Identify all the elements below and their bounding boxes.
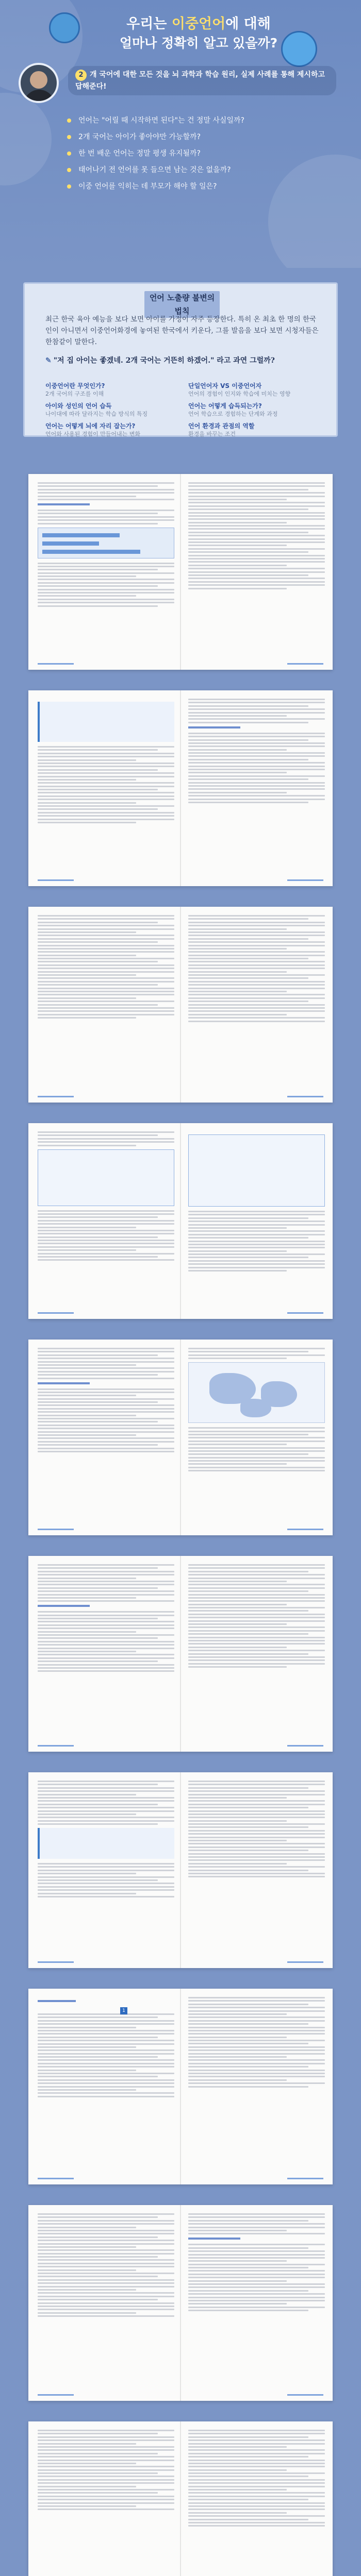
topic-item: [188, 422, 319, 438]
book-spread: [28, 690, 333, 886]
title-accent: 이중언어: [171, 16, 226, 32]
title-suffix: 에 대해: [225, 16, 271, 32]
title-prefix: 우리는: [126, 16, 167, 32]
question-text: 이중 언어를 익히는 데 부모가 해야 할 일은?: [78, 182, 217, 191]
topic-item: [188, 402, 319, 418]
subtitle-number: 2: [75, 70, 87, 81]
book-spread: [28, 1772, 333, 1968]
bullet-icon: [67, 151, 71, 156]
list-item: [67, 145, 309, 162]
book-page-right: [188, 1348, 325, 1473]
topic-desc: 언어의 경험이 인지와 학습에 미치는 영향: [188, 391, 291, 397]
book-page-left: [38, 1564, 174, 1674]
book-page-left: [38, 2430, 174, 2512]
topic-title: 단일언어자 VS 이중언어자: [188, 382, 262, 389]
quote-icon: ✎: [45, 357, 52, 365]
book-spread: [28, 2205, 333, 2401]
book-page-right: [188, 1781, 325, 1879]
topic-desc: 나이대에 따라 달라지는 학습 방식의 특징: [45, 411, 148, 417]
book-page-right: [188, 2430, 325, 2529]
topic-item: [188, 382, 319, 398]
topic-desc: 2개 국어의 구조를 이해: [45, 391, 104, 397]
topic-title: 아이와 성인의 언어 습득: [45, 402, 112, 410]
subtitle-text: 개 국어에 대한 모든 것을 뇌 과학과 학습 원리, 실제 사례를 통해 제시하고 답해준다!: [75, 71, 325, 91]
book-page-right: [188, 2213, 325, 2313]
hero-subtitle: [68, 66, 336, 95]
rule-quote: [45, 355, 319, 366]
bullet-icon: [67, 184, 71, 189]
book-spread: [28, 1989, 333, 2184]
book-page-right: [188, 1997, 325, 2089]
chapter-number-badge: 1: [120, 2007, 127, 2014]
list-item: [67, 162, 309, 178]
decor-bubble: [0, 93, 52, 185]
question-text: 태어나기 전 언어를 못 들으면 남는 것은 없을까?: [78, 166, 231, 174]
book-page-left: [38, 1131, 174, 1263]
topic-title: 언어는 어떻게 습득되는가?: [188, 402, 262, 410]
book-spread: [28, 1340, 333, 1535]
bullet-icon: [67, 168, 71, 172]
globe-sticker-icon: [49, 12, 80, 43]
book-page-left: [38, 482, 174, 608]
figure-box: [38, 1828, 174, 1859]
book-page-left: [38, 699, 174, 825]
hero-title: [90, 14, 307, 53]
question-text: 한 번 배운 언어는 정말 평생 유지될까?: [78, 149, 201, 158]
figure-box: [188, 1134, 325, 1207]
figure-box: [38, 1149, 174, 1206]
hero-banner: [0, 0, 361, 268]
book-page-left: [38, 1348, 174, 1454]
list-item: [67, 178, 309, 195]
book-page-right: [188, 482, 325, 591]
topic-item: [45, 382, 176, 398]
book-page-left: [38, 1997, 174, 2099]
book-spread: [28, 907, 333, 1103]
bullet-icon: [67, 118, 71, 123]
topic-desc: 언어 학습으로 경험하는 단계와 과정: [188, 411, 278, 417]
book-page-right: [188, 699, 325, 805]
rule-intro: 최근 한국 육아 예능을 보다 보면 아이를 가정이 자주 등장한다. 특히 온 최초 한 명의 한국인이 아니면서 이중언어화경에 놓여된 한국에서 키운다, 그를 발음을 보다 보면 시청자들은 한참같이 말한다.: [45, 315, 319, 346]
topic-grid: [45, 382, 319, 438]
rule-heading: 언어 노출량 불변의 법칙: [144, 291, 220, 318]
book-page-left: [38, 2213, 174, 2319]
figure-box: [188, 1362, 325, 1423]
book-spread: [28, 2421, 333, 2576]
topic-desc: 언어와 사용된 경험이 만들어내는 변화: [45, 431, 141, 437]
book-page-right: [188, 1131, 325, 1273]
figure-box: [38, 702, 174, 742]
topic-item: [45, 422, 176, 438]
quote-text: "저 집 아이는 좋겠네. 2개 국어는 거뜬히 하겠어." 라고 과연 그럴까?: [53, 357, 275, 365]
book-page-left: [38, 915, 174, 1021]
book-page-left: [38, 1781, 174, 1899]
topic-title: 언어 환경과 관점의 역할: [188, 422, 255, 430]
topic-item: [45, 402, 176, 418]
title-line2: 얼마나 정확히 알고 있을까?: [119, 36, 278, 50]
list-item: [67, 129, 309, 145]
book-spread: [28, 1556, 333, 1752]
author-avatar: [19, 63, 59, 103]
figure-box: [38, 528, 174, 558]
question-text: 2개 국어는 아이가 좋아야만 가능할까?: [78, 133, 201, 141]
rule-box: [23, 282, 338, 437]
topic-title: 이중언어란 무엇인가?: [45, 382, 105, 389]
topic-title: 언어는 어떻게 뇌에 자리 잡는가?: [45, 422, 136, 430]
bullet-icon: [67, 135, 71, 139]
book-page-right: [188, 915, 325, 1024]
question-list: [67, 112, 309, 195]
book-spread: [28, 474, 333, 670]
question-text: 언어는 "어릴 때 시작하면 된다"는 건 정말 사실일까?: [78, 116, 244, 125]
book-page-right: [188, 1564, 325, 1670]
topic-desc: 환경을 바꾸는 조건: [188, 431, 236, 437]
list-item: [67, 112, 309, 129]
book-spread: [28, 1123, 333, 1319]
